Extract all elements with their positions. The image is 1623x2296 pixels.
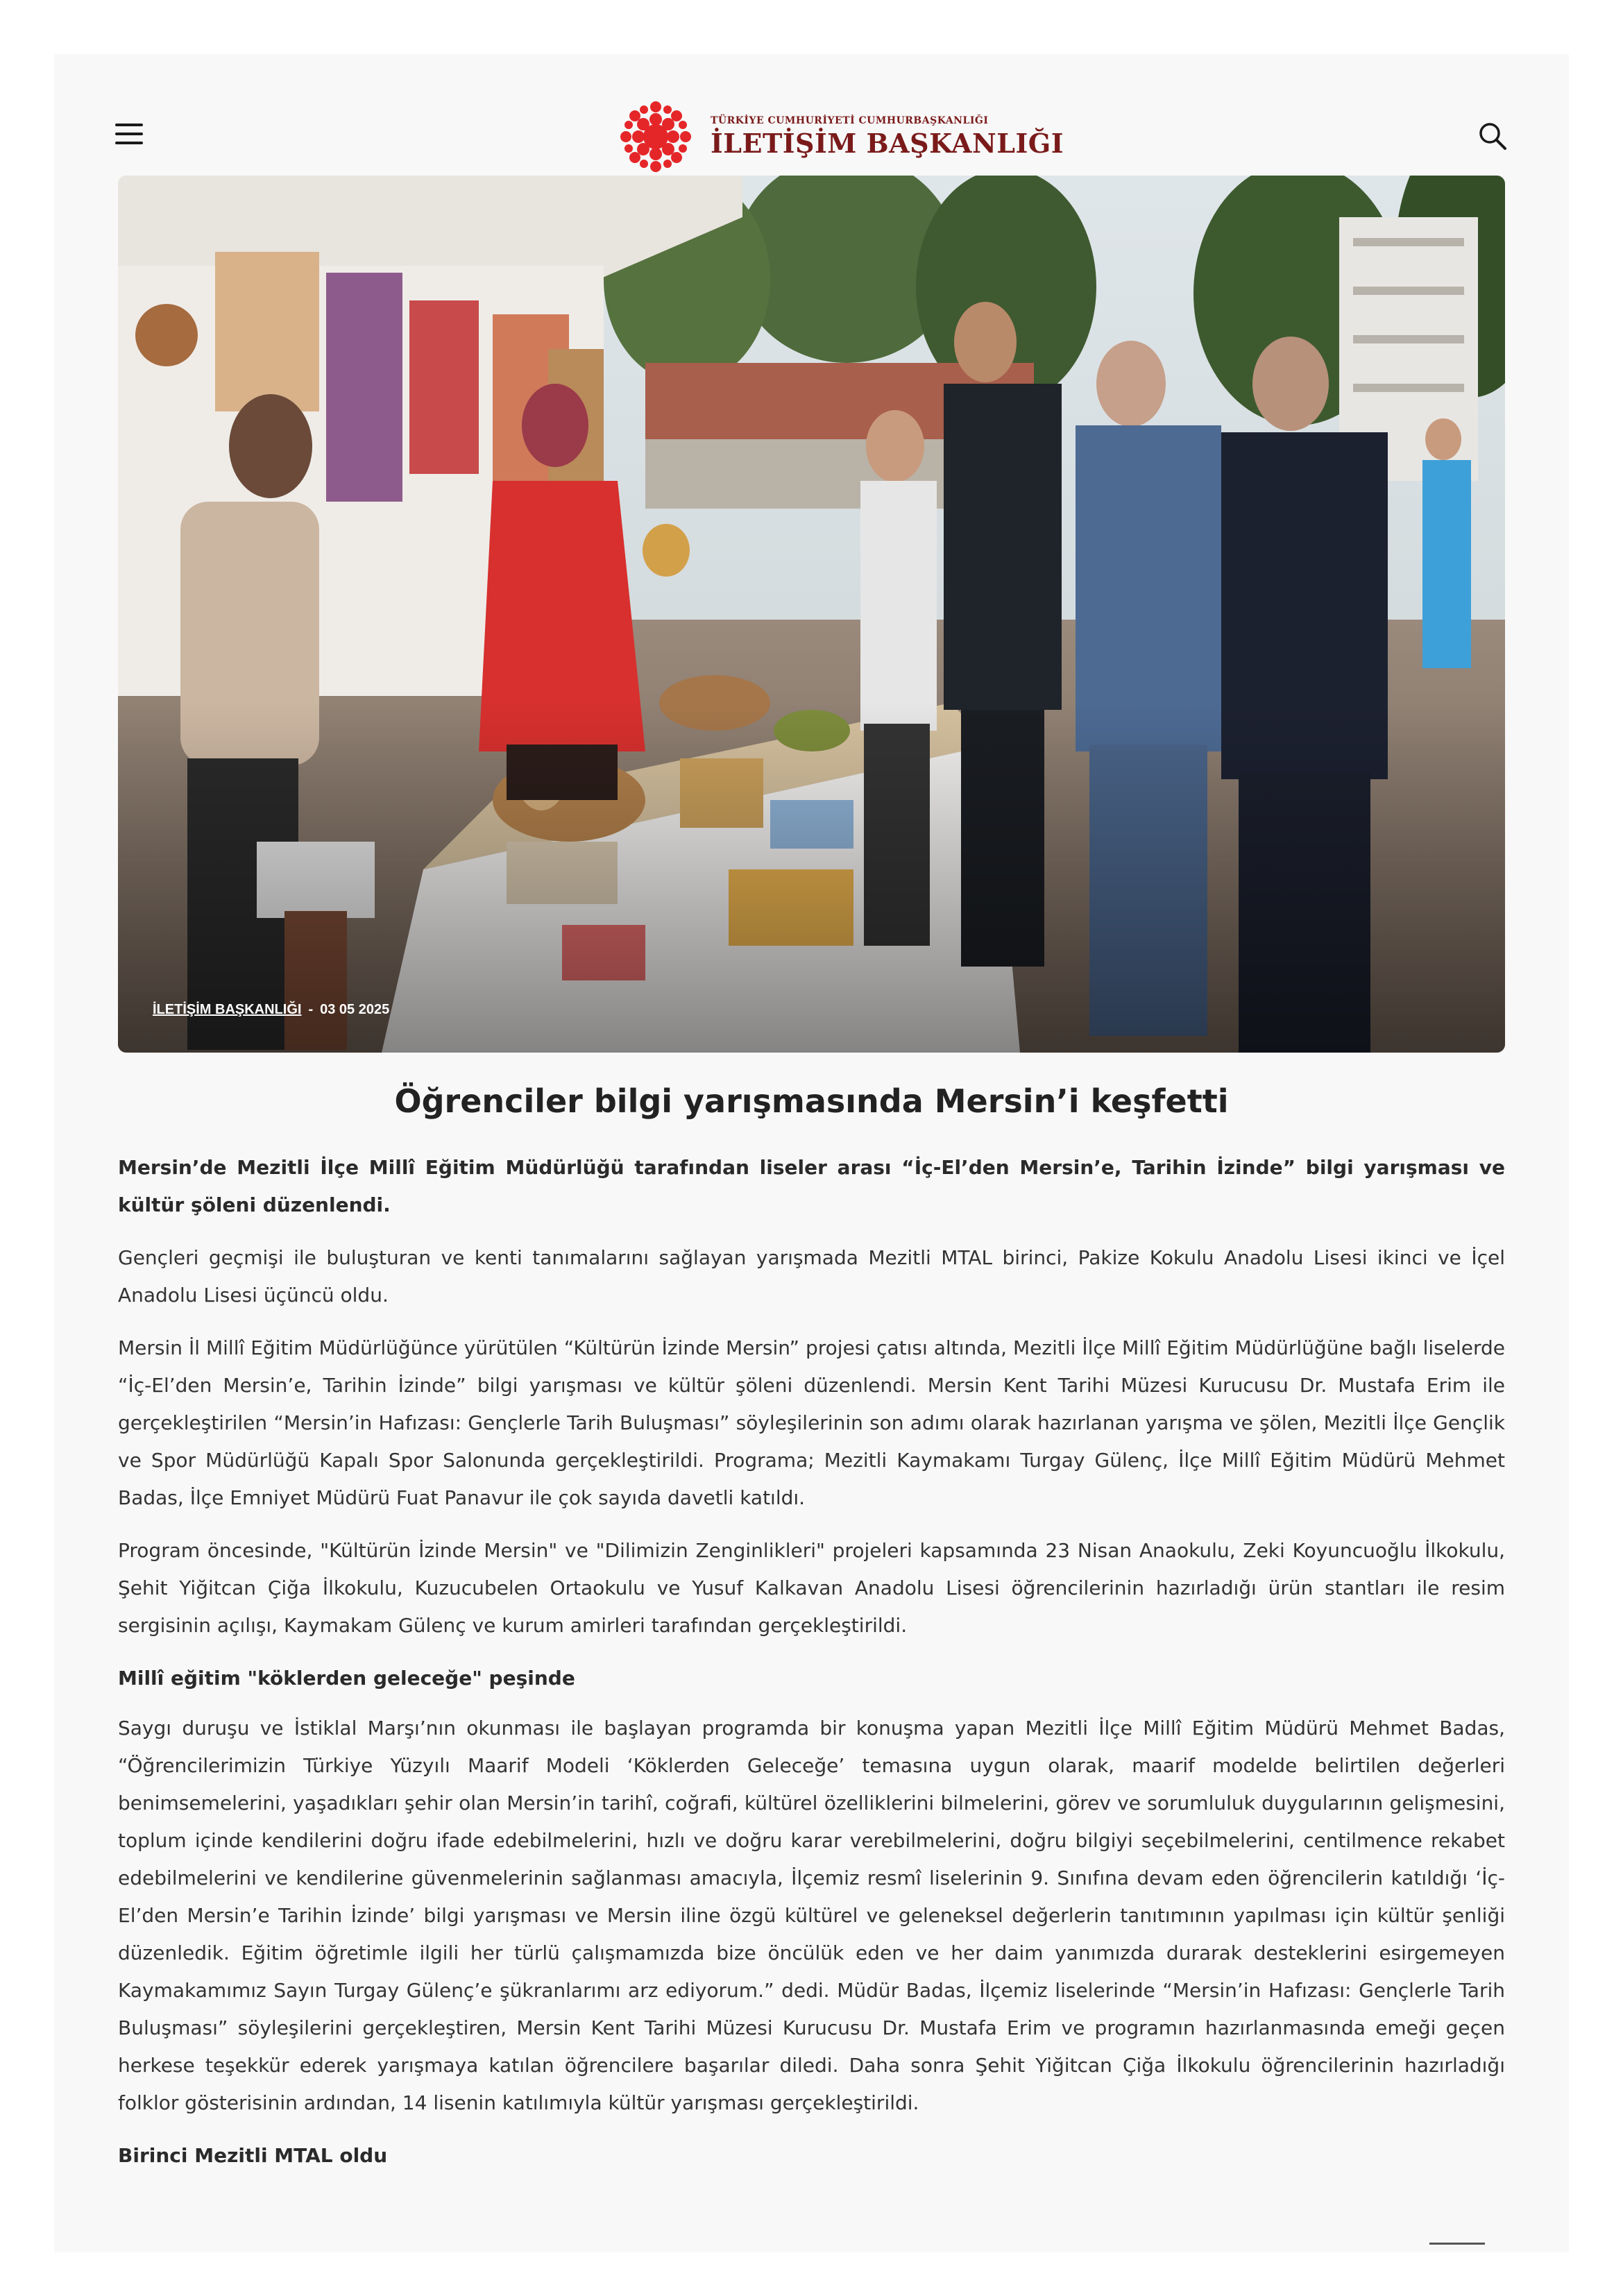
scroll-indicator[interactable]	[1429, 2243, 1485, 2245]
article-paragraph: Gençleri geçmişi ile buluşturan ve kenti tanımalarını sağlayan yarışmada Mezitli MTAL birinci, Pakize Kokulu Anadolu Lisesi ikinci ve İçel Anadolu Lisesi üçüncü oldu.	[118, 1246, 1505, 1307]
article-lead: Mersin’de Mezitli İlçe Millî Eğitim Müdürlüğü tarafından liseler arası “İç-El’den Mersin’e, Tarihin İzinde” bilgi yarışması ve kültür şöleni düzenlendi.	[118, 1156, 1505, 1216]
presidency-seal-icon	[611, 92, 701, 182]
article-subheading: Birinci Mezitli MTAL oldu	[118, 2144, 388, 2167]
site-logo[interactable]	[611, 92, 1064, 182]
exhibition-photo-illustration	[118, 176, 1505, 1053]
logo-small-text: TÜRKİYE CUMHURİYETİ CUMHURBAŞKANLIĞI	[711, 114, 989, 126]
article-paragraph: Mersin İl Millî Eğitim Müdürlüğünce yürütülen “Kültürün İzinde Mersin” projesi çatısı altında, Mezitli İlçe Millî Eğitim Müdürlüğüne bağlı liselerde “İç-El’den Mersin’e, Tarihin İzinde” bilgi yarışması ve kültür şöleni düzenlendi. Mersin Kent Tarihi Müzesi Kurucusu Dr. Mustafa Erim ile gerçekleştirilen “Mersin’in Hafızası: Gençlerle Tarih Buluşması” söyleşilerinin son adımı olarak hazırlanan yarışma ve şölen, Mezitli İlçe Gençlik ve Spor Müdürlüğü Kapalı Spor Salonunda gerçekleştirildi. Programa; Mezitli Kaymakamı Turgay Gülenç, İlçe Millî Eğitim Müdürü Mehmet Badas, İlçe Emniyet Müdürü Fuat Panavur ile çok sayıda davetli katıldı.	[118, 1336, 1505, 1509]
article-body	[118, 1149, 1505, 2187]
site-header	[54, 54, 1569, 172]
hero-photo	[118, 176, 1505, 1053]
publish-date: 03 05 2025	[320, 1002, 390, 1017]
article-paragraph: Saygı duruşu ve İstiklal Marşı’nın okunması ile başlayan programda bir konuşma yapan Mezitli İlçe Millî Eğitim Müdürü Mehmet Badas, “Öğrencilerimizin Türkiye Yüzyılı Maarif Modeli ‘Köklerden Geleceğe’ temasına uygun olarak, maarif modelde belirtilen değerleri benimsemelerini, yaşadıkları şehir olan Mersin’in tarihî, coğrafi, kültürel özelliklerini bilmelerini, görev ve sorumluluk duygularının gelişmesini, toplum içinde kendilerini doğru ifade edebilmelerini, hızlı ve doğru karar verebilmelerini, doğru bilgiyi seçebilmelerini, centilmence rekabet edebilmelerini ve kendilerine güvenmelerinin sağlanması amacıyla, İlçemiz resmî liselerinin 9. Sınıfına devam eden öğrencilerin katıldığı ‘İç-El’den Mersin’e Tarihin İzinde’ bilgi yarışması ve Mersin iline özgü kültürel ve geleneksel değerlerin tanıtımının yapılması için kültür şenliği düzenledik. Eğitim öğretimle ilgili her türlü çalışmamızda bize öncülük eden ve her daim yanımızda durarak desteklerini esirgemeyen Kaymakamımız Sayın Turgay Gülenç’e şükranlarımı arz ediyorum.” dedi. Müdür Badas, İlçemiz liselerinde “Mersin’in Hafızası: Gençlerle Tarih Buluşması” söyleşilerini gerçekleştiren, Mersin Kent Tarihi Müzesi Kurucusu Dr. Mustafa Erim ve programın hazırlanmasında emeği geçen herkese teşekkür ederek yarışmaya katılan öğrencilere başarılar diledi. Daha sonra Şehit Yiğitcan Çiğa İlkokulu öğrencilerinin hazırladığı folklor gösterisinin ardından, 14 lisenin katılımıyla kültür yarışması gerçekleştirildi.	[118, 1717, 1505, 2114]
article-title: Öğrenciler bilgi yarışmasında Mersin’i keşfetti	[394, 1082, 1229, 1120]
hamburger-menu-icon[interactable]	[115, 124, 143, 146]
article-subheading: Millî eğitim "köklerden geleceğe" peşinde	[118, 1667, 575, 1690]
source-link[interactable]: İLETİŞİM BAŞKANLIĞI	[153, 1002, 302, 1017]
page-sheet	[54, 54, 1569, 2252]
search-icon[interactable]	[1477, 121, 1508, 151]
logo-big-text: İLETİŞİM BAŞKANLIĞI	[711, 127, 1064, 159]
hero-caption	[153, 1002, 389, 1018]
caption-separator: -	[308, 1002, 314, 1017]
article-paragraph: Program öncesinde, "Kültürün İzinde Mersin" ve "Dilimizin Zenginlikleri" projeleri kapsamında 23 Nisan Anaokulu, Zeki Koyuncuoğlu İlkokulu, Şehit Yiğitcan Çiğa İlkokulu, Kuzucubelen Ortaokulu ve Yusuf Kalkavan Anadolu Lisesi öğrencilerinin hazırladığı ürün stantları ile resim sergisinin açılışı, Kaymakam Gülenç ve kurum amirleri tarafından gerçekleştirildi.	[118, 1539, 1505, 1637]
